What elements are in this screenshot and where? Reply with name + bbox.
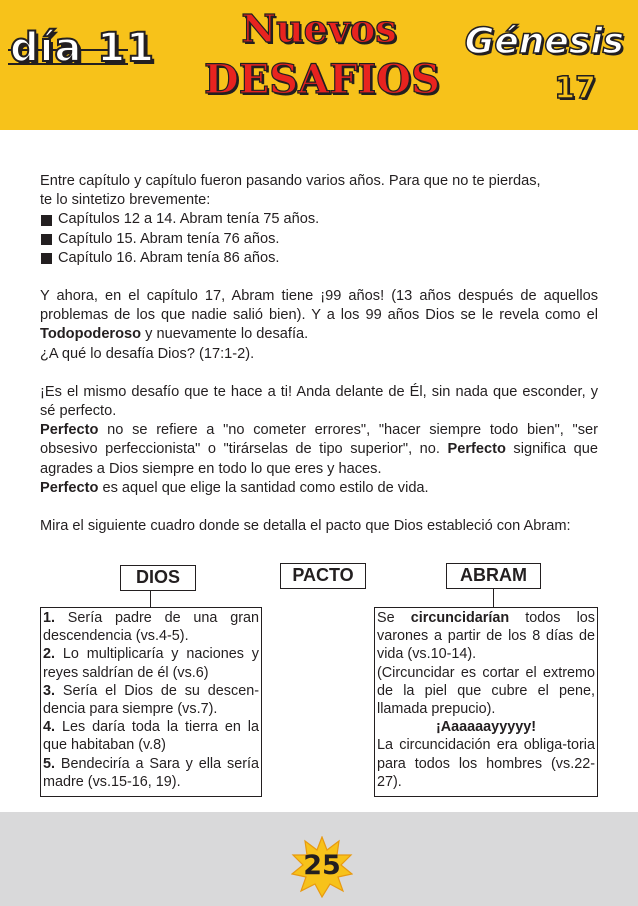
bullet-text: Capítulo 15. Abram tenía 76 años. [58,230,280,247]
paragraph-cuadro: Mira el siguiente cuadro donde se detalla el pacto que Dios estableció con Abram: [40,518,571,535]
dios-label-box: DIOS [120,565,196,591]
square-bullet-icon [41,234,52,245]
list-item: 3. Sería el Dios de su descen-dencia para siempre (vs.7). [43,682,259,718]
circumcision-obligation: La circuncidación era obliga-toria para todos los hombres (vs.22-27). [377,737,595,790]
day-label: día 11 [10,25,155,71]
list-item: 1. Sería padre de una gran descendencia (vs.4-5). [43,610,259,645]
list-item [40,249,598,268]
paragraph-challenge: ¡Es el mismo desafío que te hace a ti! Anda delante de Él, sin nada que esconder, y sé perfecto. [40,383,598,420]
header-band [0,0,638,130]
abram-connector-line [493,589,494,608]
list-item [40,210,598,229]
paragraph-perfecto-definition: Perfecto es aquel que elige la santidad como estilo de vida. [40,479,429,496]
circumcision-rule: Se circuncidarían todos los varones a partir de los 8 días de vida (vs.10-14). [377,610,595,663]
dios-promises-box [40,607,262,797]
title-nuevos: Nuevos [241,6,397,51]
book-name: Génesis [464,21,624,62]
bullet-text: Capítulo 16. Abram tenía 86 años. [58,249,280,266]
square-bullet-icon [41,215,52,226]
abram-obligation-box [374,607,598,797]
circumcision-definition: (Circuncidar es cortar el extremo de la piel que cubre el pene, llamada prepucio). [377,664,595,718]
paragraph-perfecto: Perfecto no se refiere a "no cometer errores", "hacer siempre todo bien", "ser obsesivo perfeccionista" o "tirárselas de tipo superior", no. Perfecto significa que agrades a Dios siempre en todo lo que eres y haces. [40,422,599,477]
page-number: 25 [303,850,341,881]
list-item: 4. Les daría toda la tierra en la que habitaban (v.8) [43,719,259,754]
list-item: 5. Bendeciría a Sara y ella sería madre (vs.15-16, 19). [43,755,259,790]
title-desafios: DESAFIOS [204,56,440,103]
exclamation: ¡Aaaaaayyyyy! [435,719,536,736]
paragraph-todopoderoso: Y ahora, en el capítulo 17, Abram tiene ¡99 años! (13 años después de aquellos problemas de los que nadie salió bien). Y a los 99 años Dios se le revela como el Todopoderoso y nuevamente lo desafía. [40,288,598,343]
bullet-text: Capítulos 12 a 14. Abram tenía 75 años. [58,211,320,228]
main-text [40,172,598,536]
abram-label-box: ABRAM [446,563,541,589]
list-item: 2. Lo multiplicaría y naciones y reyes saldrían de él (vs.6) [43,646,259,681]
square-bullet-icon [41,253,52,264]
list-item [40,230,598,249]
question-line: ¿A qué lo desafía Dios? (17:1-2). [40,345,255,362]
dios-connector-line [150,591,151,608]
intro-line-1: Entre capítulo y capítulo fueron pasando varios años. Para que no te pierdas, [40,173,541,189]
pacto-label-box: PACTO [280,563,366,589]
chapter-number: 17 [554,71,596,106]
intro-line-2: te lo sintetizo brevemente: [40,192,211,209]
